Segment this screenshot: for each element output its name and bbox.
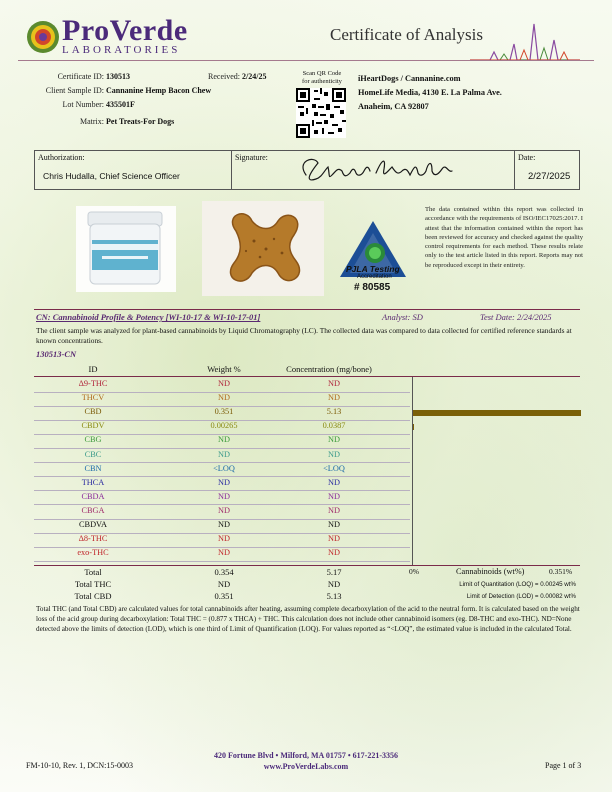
column-header-weight: Weight % bbox=[207, 364, 241, 374]
pjla-name: PJLA Testing bbox=[346, 264, 400, 274]
signature-label: Signature: bbox=[235, 153, 268, 162]
weight-percent: ND bbox=[218, 505, 230, 515]
weight-percent: ND bbox=[218, 491, 230, 501]
table-row bbox=[34, 392, 410, 406]
date-label: Date: bbox=[518, 153, 536, 162]
concentration: ND bbox=[328, 505, 340, 515]
qr-caption: Scan QR Code for authenticity bbox=[302, 70, 342, 85]
total-label: Total bbox=[84, 567, 102, 577]
form-number: FM-10-10, Rev. 1, DCN:15-0003 bbox=[26, 761, 134, 770]
weight-percent: <LOQ bbox=[213, 463, 235, 473]
total-concentration: ND bbox=[327, 579, 341, 589]
client-address-block bbox=[358, 72, 502, 114]
concentration: ND bbox=[328, 393, 340, 403]
matrix-label: Matrix: bbox=[80, 117, 104, 126]
product-jar-photo bbox=[76, 206, 176, 292]
weight-percent: ND bbox=[218, 477, 230, 487]
table-row bbox=[34, 505, 410, 519]
total-concentration: 5.13 bbox=[326, 591, 342, 601]
weight-percent: ND bbox=[218, 449, 230, 459]
lot-number: 435501F bbox=[106, 100, 135, 109]
certificate-id: 130513 bbox=[106, 72, 130, 81]
authorization-label: Authorization: bbox=[38, 153, 85, 162]
section-title: CN: Cannabinoid Profile & Potency [WI-10-17 & WI-10-17-01] bbox=[36, 312, 261, 322]
table-row bbox=[34, 519, 410, 533]
concentration: 0.0387 bbox=[322, 421, 346, 431]
authorization-date: 2/27/2025 bbox=[528, 171, 571, 182]
received-label: Received: bbox=[208, 72, 240, 81]
chart-x-axis-label: Cannabinoids (wt%) bbox=[456, 567, 525, 576]
header-divider bbox=[18, 60, 594, 61]
cannabinoid-id: CBD bbox=[84, 407, 102, 417]
total-label: Total CBD bbox=[74, 591, 112, 601]
concentration: ND bbox=[328, 491, 340, 501]
chart-bar-cbdv bbox=[413, 424, 414, 430]
cannabinoid-id: CBGA bbox=[81, 505, 105, 515]
total-label: Total THC bbox=[74, 579, 112, 589]
weight-percent: ND bbox=[218, 379, 230, 388]
handwritten-signature bbox=[292, 153, 462, 187]
weight-percent: 0.00265 bbox=[210, 421, 238, 431]
footer-website-link[interactable]: www.ProVerdeLabs.com bbox=[263, 762, 349, 771]
concentration: ND bbox=[328, 449, 340, 459]
row-divider bbox=[34, 561, 410, 562]
concentration: ND bbox=[328, 477, 340, 487]
loq-value: Limit of Quantitation (LOQ) = 0.00245 wt% bbox=[459, 581, 576, 588]
spectrum-graphic-icon bbox=[470, 14, 580, 62]
client-sample-id: Cannanine Hemp Bacon Chew bbox=[106, 86, 212, 95]
total-weight: ND bbox=[217, 579, 231, 589]
weight-percent: ND bbox=[218, 548, 230, 558]
table-row bbox=[34, 420, 410, 434]
cannabinoid-id: CBG bbox=[84, 435, 102, 445]
client-name: iHeartDogs / Cannanine.com bbox=[358, 74, 461, 83]
client-sample-label: Client Sample ID: bbox=[45, 86, 104, 95]
concentration: ND bbox=[328, 379, 340, 388]
pjla-accreditation-logo-icon bbox=[338, 204, 408, 294]
pjla-number: # 80585 bbox=[354, 282, 391, 293]
table-row bbox=[34, 547, 410, 561]
table-row bbox=[34, 491, 410, 505]
chart-x-max-label: 0.351% bbox=[549, 567, 573, 576]
calculation-notes: Total THC (and Total CBD) are calculated values for total cannabinoids after heating, assuming complete decarboxylation of the acid to the neutral form. It is calculated based on the weight loss of the acid group during decarboxylation: Total THC = (0.877 x THCA) + THC. This calculation does not include other cannabinoid isomers (eg. D8-THC and exo-THC). ND=None detected above the limits of detection (LOD), which is one third of Limit of Quantification (LOQ). For values reported as “<LOQ”, the estimated value is included in the calculated Total. bbox=[36, 605, 580, 633]
concentration: ND bbox=[328, 520, 340, 529]
cannabinoid-id: CBDV bbox=[81, 421, 105, 431]
authorization-box bbox=[34, 150, 580, 190]
test-date: Test Date: 2/24/2025 bbox=[480, 312, 552, 322]
weight-percent: ND bbox=[218, 534, 230, 544]
table-row bbox=[34, 378, 410, 392]
lod-value: Limit of Detection (LOD) = 0.00082 wt% bbox=[466, 593, 576, 600]
table-row bbox=[34, 406, 410, 420]
received-date: 2/24/25 bbox=[242, 72, 267, 81]
concentration: <LOQ bbox=[323, 463, 345, 473]
weight-percent: ND bbox=[218, 520, 230, 529]
authorizer-name: Chris Hudalla, Chief Science Officer bbox=[43, 171, 180, 181]
table-row bbox=[34, 449, 410, 463]
method-intro: The client sample was analyzed for plant-based cannabinoids by Liquid Chromatography (LC). The collected data was compared to data collected for certified reference standards at known concentrations. bbox=[36, 326, 572, 345]
document-title: Certificate of Analysis bbox=[330, 25, 483, 44]
chart-bar-cbd bbox=[413, 410, 581, 416]
weight-percent: 0.351 bbox=[214, 407, 234, 417]
concentration: ND bbox=[328, 534, 340, 544]
concentration: 5.13 bbox=[326, 407, 342, 417]
accreditation-statement: The data contained within this report was collected in accordance with the requirements of ISO/IEC17025:2017. I attest that the information contained within the report has been reviewed for accuracy and checked against the quality control requirements for each method. These results relate only to the test article listed in this report. Reports may not be reproduced except in their entirety. bbox=[425, 206, 583, 269]
cannabinoid-id: CBN bbox=[84, 463, 102, 473]
weight-percent: ND bbox=[218, 393, 230, 403]
logo-wordmark: ProVerde bbox=[62, 14, 188, 47]
concentration: ND bbox=[328, 435, 340, 445]
total-weight: 0.351 bbox=[214, 591, 234, 601]
chart-y-axis bbox=[412, 377, 413, 565]
cannabinoid-id: THCV bbox=[81, 393, 105, 403]
cannabinoid-id: Δ8-THC bbox=[78, 534, 108, 544]
analyst: Analyst: SD bbox=[382, 312, 423, 322]
proverde-logo-icon bbox=[26, 20, 60, 54]
matrix-value: Pet Treats-For Dogs bbox=[106, 117, 175, 126]
footer-address: 420 Fortune Blvd • Milford, MA 01757 • 617-221-3356 bbox=[213, 751, 399, 760]
column-header-concentration: Concentration (mg/bone) bbox=[286, 364, 372, 374]
column-header-id: ID bbox=[88, 364, 98, 374]
product-bone-photo bbox=[202, 201, 324, 296]
weight-percent: ND bbox=[218, 435, 230, 445]
concentration: ND bbox=[328, 548, 340, 558]
cannabinoid-id: Δ9-THC bbox=[78, 379, 108, 388]
client-address-line-2: Anaheim, CA 92807 bbox=[358, 102, 429, 111]
client-address-line-1: HomeLife Media, 4130 E. La Palma Ave. bbox=[358, 88, 502, 97]
chart-x-min-label: 0% bbox=[409, 567, 419, 576]
cannabinoid-id: exo-THC bbox=[77, 548, 109, 558]
lot-number-label: Lot Number: bbox=[62, 100, 104, 109]
page-number: Page 1 of 3 bbox=[545, 761, 582, 770]
cannabinoid-id: CBDA bbox=[81, 491, 105, 501]
sample-id: 130513-CN bbox=[36, 349, 77, 359]
totals-rule bbox=[34, 565, 580, 566]
table-row bbox=[34, 463, 410, 477]
cannabinoid-id: CBDVA bbox=[79, 520, 107, 529]
table-top-rule bbox=[34, 376, 580, 377]
total-concentration: 5.17 bbox=[326, 567, 342, 577]
table-row bbox=[34, 434, 410, 448]
certificate-id-label: Certificate ID: bbox=[57, 72, 104, 81]
pjla-subtitle: Accreditation bbox=[357, 274, 392, 280]
cannabinoid-id: CBC bbox=[84, 449, 102, 459]
section-divider bbox=[34, 309, 580, 310]
qr-code-icon[interactable] bbox=[296, 88, 346, 138]
table-row bbox=[34, 533, 410, 547]
table-row bbox=[34, 477, 410, 491]
logo-subtitle: LABORATORIES bbox=[62, 44, 181, 56]
cannabinoid-id: THCA bbox=[81, 477, 105, 487]
total-weight: 0.354 bbox=[214, 567, 234, 577]
